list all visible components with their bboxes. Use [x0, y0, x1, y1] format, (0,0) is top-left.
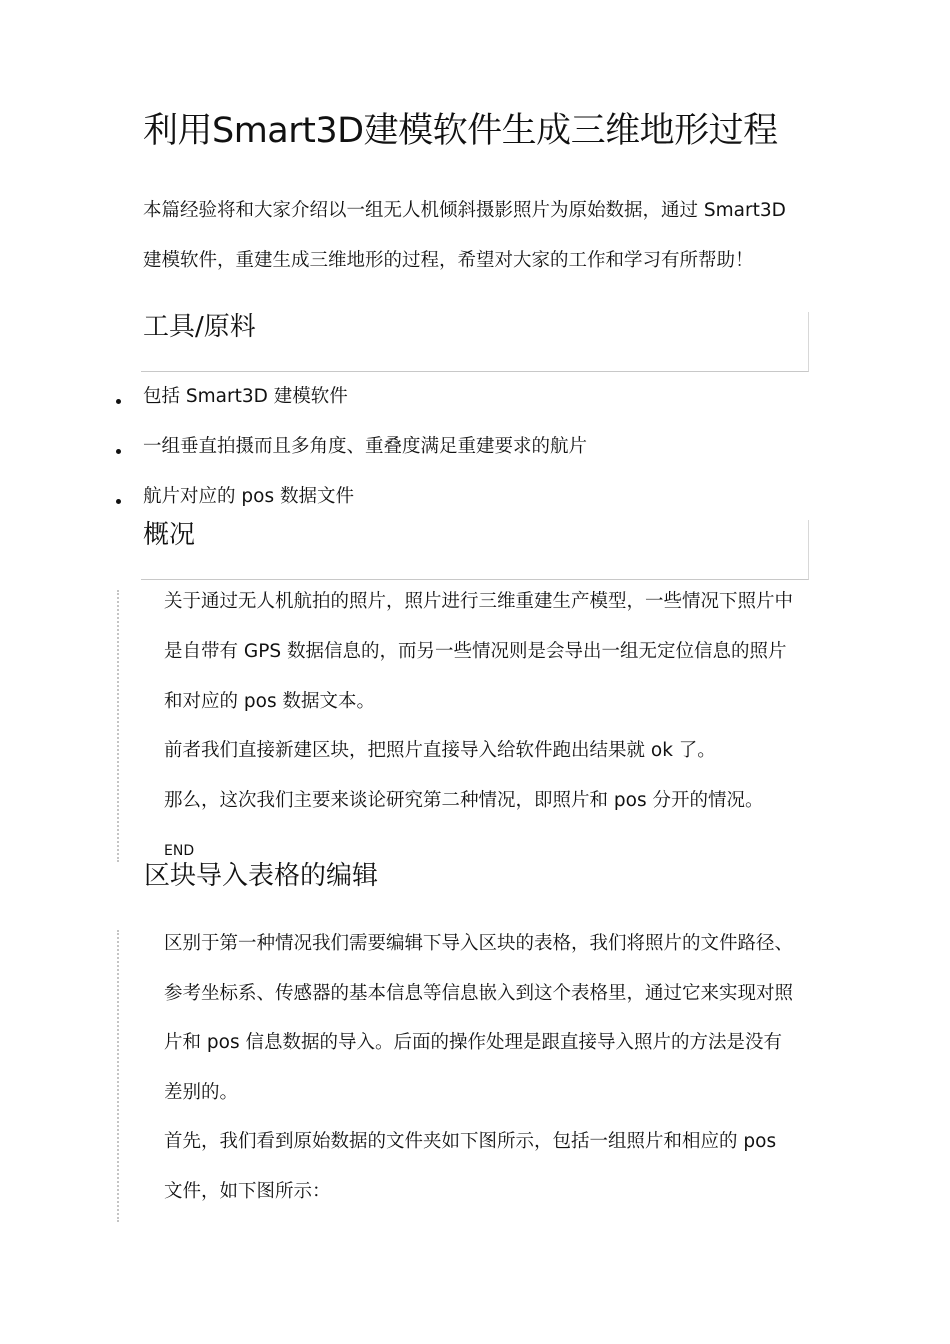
- block-import-line-2: 参考坐标系、传感器的基本信息等信息嵌入到这个表格里，通过它来实现对照: [164, 983, 794, 1004]
- bullet-dot: [116, 499, 121, 504]
- overview-side-bar: [117, 590, 122, 862]
- tools-item-2: 一组垂直拍摄而且多角度、重叠度满足重建要求的航片: [143, 436, 588, 457]
- block-import-line-4: 差别的。: [164, 1082, 239, 1103]
- block-import-side-bar: [117, 930, 122, 1222]
- block-import-line-3: 片和 pos 信息数据的导入。后面的操作处理是跟直接导入照片的方法是没有: [164, 1032, 782, 1053]
- overview-line-2: 是自带有 GPS 数据信息的，而另一些情况则是会导出一组无定位信息的照片: [164, 641, 787, 662]
- overview-heading-box: [141, 520, 809, 580]
- end-label: END: [164, 843, 195, 859]
- intro-line-1: 本篇经验将和大家介绍以一组无人机倾斜摄影照片为原始数据，通过 Smart3D: [143, 200, 786, 221]
- block-import-line-1: 区别于第一种情况我们需要编辑下导入区块的表格，我们将照片的文件路径、: [164, 933, 794, 954]
- overview-line-3: 和对应的 pos 数据文本。: [164, 691, 375, 712]
- bullet-dot: [116, 449, 121, 454]
- tools-heading: 工具/原料: [143, 312, 256, 342]
- bullet-dot: [116, 399, 121, 404]
- block-import-heading: 区块导入表格的编辑: [144, 861, 379, 891]
- intro-line-2: 建模软件，重建生成三维地形的过程，希望对大家的工作和学习有所帮助！: [143, 250, 754, 271]
- overview-line-1: 关于通过无人机航拍的照片，照片进行三维重建生产模型，一些情况下照片中: [164, 591, 794, 612]
- overview-line-5: 那么，这次我们主要来谈论研究第二种情况，即照片和 pos 分开的情况。: [164, 790, 764, 811]
- page-title: 利用Smart3D建模软件生成三维地形过程: [143, 111, 778, 151]
- block-import-line-6: 文件，如下图所示：: [164, 1181, 331, 1202]
- tools-item-1: 包括 Smart3D 建模软件: [143, 386, 348, 407]
- tools-item-3: 航片对应的 pos 数据文件: [143, 486, 354, 507]
- overview-line-4: 前者我们直接新建区块，把照片直接导入给软件跑出结果就 ok 了。: [164, 740, 716, 761]
- overview-heading: 概况: [143, 520, 196, 550]
- block-import-line-5: 首先，我们看到原始数据的文件夹如下图所示，包括一组照片和相应的 pos: [164, 1131, 777, 1152]
